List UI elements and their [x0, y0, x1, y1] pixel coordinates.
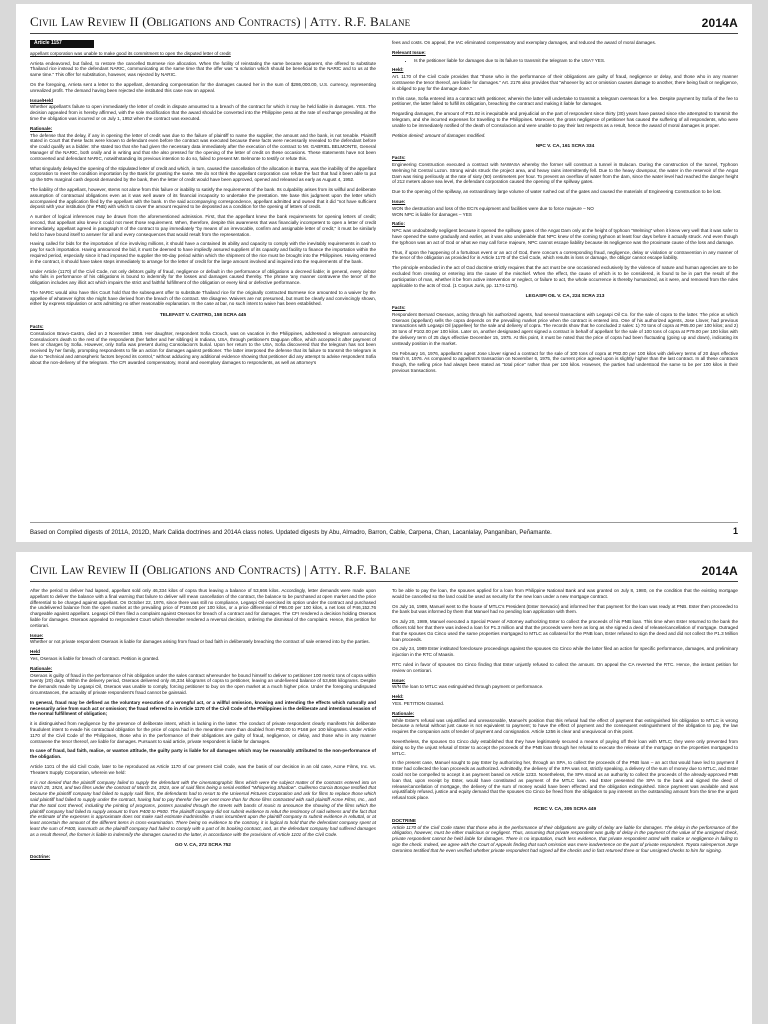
paragraph: The principle embodied in the act of God doctrine strictly requires that the act must be one occasioned exclusively by the violence of nature and human agencies are to be excluded from creating or entering into the cause of the mischief. When the effect, the cause of which is to be considered, is found to be in part the result of the participation of man, whether it be from active intervention or neglect, or failure to act, the whole occurrence is thereby humanized, as it were, and removed from the rules applicable to the acts of God. (1 Corpus Juris, pp. 1174-1175). [392, 265, 738, 288]
section-heading: Rationale: [392, 710, 415, 716]
section-heading: Rationale: [30, 665, 53, 671]
page-2 [16, 552, 752, 1024]
section-heading: Relevant Issue: [392, 49, 426, 55]
header-year: 2014A [701, 564, 738, 578]
issue-item: • Is the petitioner liable for damages due to its failure to transmit the telegram to the USA? YES. [414, 58, 738, 64]
issue-list [414, 58, 738, 64]
paragraph: W/N the loan to MTLC was extinguished through payment or performance. [392, 684, 544, 690]
section-heading: Ratio: [392, 221, 406, 227]
section-heading: Issue: [392, 677, 406, 683]
paragraph: Whether or not private respondent Oseraos is liable for damages arising from fraud or bad faith in deliberately breaching the contract of sale entered into by the parties. [30, 639, 370, 645]
paragraph: NPC was undoubtedly negligent because it opened the spillway gates of the Angat Dam only at the height of typhoon "Welming" when it knew very well that it was safer to have opened the same gradually and earlier, as it was also undeniable that NPC knew of the coming typhoon at least four days before it actually struck. And even though the typhoon was an act of God or what we may call force majeure, NPC cannot escape liability because its negligence was the proximate cause of the loss and damage. [392, 228, 738, 245]
paragraph: Regarding damages, the amount of P31.92 is inequitable and prejudicial on the part of respondent since thirty (30) years have passed since she attempted to transmit the telegram, and she incurred expenses for travelling to the Philippines. Moreover, the gross negligence of petitioner has caused the suffering of all respondents, who were unable to be immediately notified of the death of Consolacion and were unable to pay their last respects as a result, hence the award of moral damages is proper. [392, 111, 738, 128]
paragraph: What singularly delayed the opening of the stipulated letter of credit and which, in turn, caused the cancellation of the allocation in Burma, was the inability of the appellant corporation to meet the condition importation by the Bank for granting the same. We do not think the appellant corporation can refute the fact that had it been able to put up the 50% marginal cash deposit demanded by the bank, then the letter of credit would have been approved, opened and released as early as August 4, 1952. [30, 165, 376, 183]
section-heading: Held [30, 649, 40, 655]
page-header [30, 562, 738, 582]
paragraph: Due to the opening of the spillway, an extraordinary large volume of water rushed out of the gates and caused the materials of Engineering Construction to be lost. [392, 189, 722, 195]
paragraph: it is distinguished from negligence by the presence of deliberate intent, which is lacking in the latter. The conduct of private respondent clearly manifests his deliberate fraudulent intent to evade his contractual obligation for the price of copra had in the meantime more than doubled from P82.00 to P168 per 100 kilograms. Under Article 1170 of the Civil Code of the Philippines, those who in the performance of their obligations are guilty of fraud, negligence, or delay, and those who in any manner contravene the tenor thereof, are liable for damages. Pursuant to said article, private respondent is liable for damages. [30, 721, 376, 744]
paragraph: Arrieta endeavored, but failed, to restore the cancelled Burmese rice allocation. When the futility of reinstating the same became apparent, she offered to substitute Thailand rice instead to the defendant NARIC, communicating at the same time that the offer was "a solution which should be beneficial to the NARIC and to us at the same time." This offer for substitution, however, was rejected by NARIC. [30, 60, 376, 78]
page2-left-column [30, 588, 376, 861]
paragraph: Petition denied; amount of damages modified. [392, 132, 486, 138]
case-title: GO V. CA, 272 SCRA 752 [175, 843, 231, 849]
page1-right-content [392, 40, 738, 374]
page1-left-column [30, 40, 376, 378]
case-title: RCBC V. CA, 305 SCRA 449 [533, 806, 597, 812]
paragraph: A number of logical inferences may be drawn from the aforementioned admission. First, that the appellant knew the bank requirements for opening letters of credit; second, that appellant also knew it could not meet those requirement. When, therefore, despite this awareness that was financially incompetent to open a letter of credit immediately, appellant agreed in paragraph 8 of the contract to pay immediately "by means of an irrevocable, confirm and assignable letter of credit," it must be similarly held to have bound itself to answer for all and every consequences that would result from the representation. [30, 214, 376, 237]
section-heading: Facts: [392, 305, 406, 311]
paragraph: Whether appellant's failure to open immediately the letter of credit in dispute amounted to a breach of the contract for which it may be held liable in damages. YES. The decision appealed from is hereby affirmed, with the sole modification that the award should be converted into the Philippine peso at the rate of exchange prevailing at the time the obligation was incurred or on July 1, 1952 when the contract was executed. [30, 104, 376, 121]
paragraph: appellant corporation was unable to make good its commitment to open the disputed letter of credit [30, 50, 231, 56]
paragraph: RTC ruled in favor of spouses Go Cinco finding that Ester unjustly refused to collect the amount. On appeal the CA reversed the RTC. Hence, the instant petition for review on certiorari. [392, 661, 738, 673]
page1-right-column [392, 40, 738, 378]
paragraph: On February 16, 1976, appellant's agent Jose Llover signed a contract for the sale of 100 tons of copra at P82.00 per 100 kilos with delivery terms of 20 days effective March 8, 1976. As compared to appellant's transaction on November 6, 1975, the current price agreed upon is slightly higher than the last contract. In all these contracts though, the selling price had always been stated as "total price" rather than per 100 kilos. However, the parties had understood the same to be per 100 kilos in their previous transactions. [392, 350, 738, 374]
paragraph: fees and costs. On appeal, the IAC eliminated compensatory and exemplary damages, and reduced the award of moral damages. [392, 40, 657, 45]
paragraph: Thus, if upon the happening of a fortuitous event or an act of God, there concurs a corresponding fraud, negligence, delay or violation or contravention in any manner of the tenor of the obligation as provided for in Article 1170 of the Civil Code, which results in loss or damage, the obligor cannot escape liability. [392, 249, 738, 261]
section-heading: Doctrine: [30, 854, 51, 860]
paragraph: The defense that the delay, if any in opening the letter of credit was due to the failure of plaintiff to name the supplier, the amount and the bank, is not tenable. Plaintiff stated in Court that these facts were known to defendant even before the contract was executed because these facts were necessarily revealed to the defendant before she could qualify as a bidder. She stated too that she had given the necessary data immediately after the execution of the contract to Mr. GABRIEL BELMONTE, General Manager of the NARIC, both orally and in writing and that she also pressed for the opening of the letter of credit on these occasions. These statements have not been controverted and defendant NARIC, notwithstanding its previous intention to do so, failed to present Mr. Belmonte to testify or refute this. [30, 132, 376, 161]
paragraph: YES. PETITION Granted. [392, 700, 445, 706]
paragraph: Article 1101 of the old Civil Code, later to be reproduced as Article 1170 of our present Civil Code, was the basis of our decision in an old case, Acme Films, Inc. vs. Theaters Supply Corporation, wherein we held: [30, 763, 376, 775]
paragraph: On July 16, 1989, Manuel went to the house of MTLC's President (Ester Servacio) and informed her that payment for the loan was ready at PNB. Ester then proceeded to the bank but was informed by them that Manuel had no pending loan application with them. [392, 603, 738, 615]
paragraph: The liability of the appellant, however, stems not alone from this failure or inability to satisfy the requirements of the bank. Its culpability arises from its willful and deliberate assumption of contractual obligations even as it was well aware of its financial incapacity to undertake the prestation. We base this judgment upon the letter which accompanied the application filed by the appellant with the bank. In the said accompanying correspondence, appellant admitted and owned that it did "not have sufficient deposit with your institution (the PNB) with which to cover the amount required to be deposited as a condition for the opening of letters of credit. [30, 186, 376, 210]
page2-left-content [30, 588, 376, 860]
page2-right-content [392, 588, 738, 853]
paragraph: On the foregoing, Arrieta sent a letter to the appellant, demanding compensation for the damages caused her in the sum of $286,000.00, U.S. currency, representing unrealized profit. The demand having been rejected she instituted this case now on appeal. [30, 81, 376, 93]
page-1 [16, 4, 752, 542]
paragraph: To be able to pay the loan, the spouses applied for a loan from Philippine National Bank and was granted on July 8, 1980, on the condition that the existing mortgage would be cancelled so the land could be used as security for the new loan under a new mortgage contract. [392, 588, 738, 599]
paragraph: Consolacion Bravo-Castro, died on 2 November 1956. Her daughter, respondent Sofia Crouch, was on vacation in the Philippines, addressed a telegram announcing Consolacion's death to the rest of the respondents (her father and her siblings) in Indiana, USA, through petitioner's Dagupan office, which accepted it after payment of fees or charges by Sofia. However, only Sofia was present during Consolacion's burial. Upon her return to the USA, Sofia discovered that the telegram has not been received by her family, prompting respondents to file an action for damages against petitioner. The latter interposed the defense that its failure to transmit the telegram is due to "technical and atmospheric factors beyond its control," without adducing any additional evidence showing that petitioner did any attempt to advise respondent Sofia about the non-delivery of the telegram. The CFI awarded compensatory, moral and exemplary damages to respondents, as well as attorney's [30, 330, 376, 365]
section-heading: DOCTRINE [392, 817, 416, 823]
paragraph: Engineering Construction executed a contract with NAWASA whereby the former will construct a tunnel in Bulacan. During the construction of the tunnel, Typhoon Welming hit Central Luzon. Strong winds struck the project area, and heavy rains intermittently fell. Due to the heavy downpour, the water in the reservoir of the Angat Dam was rising perilously at the rate of sixty (60) centimeters per hour. To prevent an overflow of water from the dam, since the water level had reached the danger height of 212 meters above sea level, the defendant corporation caused the opening of the spillway gates. [392, 161, 738, 185]
paragraph: Under Article (1170) of the Civil Code, not only debtors guilty of fraud, negligence or default in the performance of obligations a decreed liable; in general, every debtor who fails in performance of his obligations is bound to indemnify for the losses and damages caused thereby. The phrase 'any manner contravene the tenor' of the obligation includes any illicit act which impairs the strict and faithful fulfillment of the obligation or every kind or defective performance. [30, 268, 376, 286]
section-heading: Rationale: [30, 125, 53, 131]
paragraph: In this case, Sofia entered into a contract with petitioner, wherein the latter will undertake to transmit a telegram overseas for a fee. Despite payment by Sofia of the fee to petitioner, the latter failed to fulfill its obligation, breaching the contract and making it liable for damages. [392, 95, 738, 107]
paragraph: In the present case, Manuel sought to pay Ester by authorizing her, through an SPA, to collect the proceeds of the PNB loan – an act that would have led to payment if Ester had collected the loan proceeds as authorized. Admittedly, the delivery of the SPA was not, strictly speaking, a delivery of the sum of money due to MTLC, and Ester could not be compelled to accept it as payment based on Article 1233. Nonetheless, the SPA stood as an authority to collect the proceeds of the already-approved PNB loan that, upon receipt by Ester, would have constituted as payment of the MTLC loan. Had Ester presented the SPA to the bank and signed the deed of release/cancellation of mortgage, the delivery of the sum of money would have been effected and the obligation extinguished. Since payment was available and was unjustifiably refused, justice and equity demand that the spouses Go Cinco be freed from the obligation to pay interest on the outstanding amount from the time the unjust refusal took place. [392, 760, 738, 801]
paragraph: Art. 1170 of the Civil Code provides that "those who in the performance of their obligations are guilty of fraud, negligence or delay, and those who in any manner contravene the tenor thereof, are liable for damages." Art. 2176 also provides that "whoever by act or omission causes damage to another, there being fault or negligence, is obliged to pay for the damage done." [392, 74, 738, 91]
paragraph: Nevertheless, the spouses Go Cinco duly established that they have legitimately secured a means of paying off their loan with MTLC; they were only prevented from doing so by the unjust refusal of Ester to accept the proceeds of the PNB loan through her refusal to execute the release of the mortgage on the properties mortgaged to MTLC. [392, 738, 738, 756]
article-label: Article 1157 [30, 40, 94, 48]
paragraph: While Ester's refusal was unjustified and unreasonable, Manuel's position that this refusal had the effect of payment that extinguished his obligation to MTLC is wrong because a refusal without just cause is not equivalent to payment; to have the effect of payment and the consequent extinguishment of the obligation to pay, the law requires the companion acts of tender of payment and consignation. Article 1256 is clear and unequivocal on this point. [392, 717, 738, 735]
header-year: 2014A [701, 16, 738, 30]
section-heading: Issue: [392, 198, 406, 204]
paragraph: In case of fraud, bad faith, malice, or wanton attitude, the guilty party is liable for all damages which may be reasonably attributed to the non-performance of the obligation. [30, 748, 376, 760]
paragraph: The NARIC would also have this Court hold that the subsequent offer to substitute Thailand rice for the originally contracted Burmese rice amounted to a waiver by the appellee of whatever rights she might have derived from the breach of the contract. We disagree. Waivers are not presumed, but must be clearly and convincingly shown, either by express stipulation or acts admitting no other reasonable explanation. In the case at bar, no such intent to waive has been established. [30, 289, 376, 307]
paragraph: On July 24, 1989 Ester instituted foreclosure proceedings against the spouses Go Cinco while the latter filed an action for specific performance, damages, and preliminary injuction in the RTC of Maasin. [392, 646, 738, 658]
page-number: 1 [732, 526, 738, 536]
case-title: LEGASPI OIL V. CA, 224 SCRA 213 [525, 294, 605, 300]
footer-text: Based on Compiled digests of 2011A, 2012D, Mark Calida doctrines and 2014A class notes. Updated digests by Abu, Almadro, Barron, Cable, Carpena, Chan, Lacanlalay, Panganiban, Peñamante. [30, 530, 552, 536]
page2-right-column [392, 588, 738, 861]
header-title: Civil Law Review II (Obligations and Contracts) | Atty. R.F. Balane [30, 14, 411, 29]
section-heading: Facts: [30, 324, 44, 330]
section-heading: Issue: [30, 632, 44, 638]
paragraph: WON the destruction and loss of the ECI's equipment and facilities were due to force majeure – NO WON NPC is liable for damages – YES [392, 205, 594, 217]
paragraph: Yes, Oseraos is liable for breach of contract. Petition is granted. [30, 655, 160, 661]
block-quote: It is not denied that the plaintiff company failed to supply the defendant with the cinematographic films which were the subject matter of the contracts entered into on March 20, 1924, and two films under the contract of March 24, 1924, one of said films being a serial entitled "Whispering Shadow". Guillermo Garcia Bosque testified that because the plaintiff company had failed to supply said films, the defendants had to resort to the Universal Pictures Corporation and ask for films to replace those which said plaintiff had failed to supply under the contract, having had to pay therefor five per cent more than for those films contracted with said plaintiff Acme Films, Inc., and that the total cost thereof, including the printing of programs, posters paraded through the streets with bands of music to announce the showing of the films which the plaintiff company had failed to supply amount to from P400 to P500. The plaintiff company did not submit evidence to rebut the testimony of said witness and the fact that the estimate of the expenses is approximate does not make said estimate inadmissible. It was incumbent upon the plaintiff company to submit evidence in rebuttal, or at least ascertain the amount of the different items in cross-examination. There being no evidence to the contrary, it is logical to hold that the defendant company spent at least the sum of P400, inasmuch as the plaintiff company had failed to comply with a part of its booking contract, and, as the defendant company had suffered damages as a result thereof, the former is liable to indemnify the damages caused to the latter, in accordance with the provisions of Article 1101 of the Civil Code. [30, 779, 376, 837]
paragraph: Having called for bids for the importation of rice involving millions, it should have a contained its ability and capacity to comply with the inevitably requirements in cash to pay for such importation. Having announced the bid, it must be deemed to have impliedly assured suppliers of its capacity and facility to finance the importation within the required period, especially since it had imposed the supplier the 90-day period within which the shipment of the rice must be brought into the Philippines. Having entered in the contract, it should have taken steps immediately to arrange for the letter of credit for the large amount involved and inquired into the requirements of the bank. [30, 241, 376, 264]
paragraph: Oseraos is guilty of fraud in the performance of his obligation under the sales contract whereunder he bound himself to deliver to petitioner 100 metric tons of copra within twenty (20) days. Within the delivery period, Oseraos delivered only 46,334 kilograms of copra to petitioner, leaving an undelivered balance of 53,666 kilograms. Despite the demands made by Legaspi Oil, Oseraos was unable to comply, forcing petitioner to buy on the open market at a much higher price. Under the foregoing undisputed circumstances, the actuality of private respondent's fraud cannot be gainsaid. [30, 672, 376, 695]
section-heading: Facts: [392, 155, 406, 161]
page-footer [30, 522, 738, 536]
section-heading: Held: [392, 67, 404, 73]
header-title: Civil Law Review II (Obligations and Contracts) | Atty. R.F. Balane [30, 562, 411, 577]
paragraph: In general, fraud may be defined as the voluntary execution of a wrongful act, or a willful omission, knowing and intending the effects which naturally and necessarily arise from such act or omission; the fraud referred to in Article 1170 of the Civil Code of the Philippines is the deliberate and intentional evasion of the normal fulfillment of obligation; [30, 699, 376, 717]
section-heading: Held: [392, 694, 404, 700]
paragraph: On July 20, 1989, Manuel executed a Special Power of Attorney authorizing Ester to collect the proceeds of his PNB loan. This time when Ester returned to the bank the officers told her that there was indeed a loan for P1.3 million and that the proceeds were here as long as she signed a deed of release/cancellation of mortgage. Outraged that the spouses Go Cinco used the same properties mortgaged to MTLC as collateral for the PNB loan, Ester refused to sign the deed and did not collect the P1.3 Million loan proceeds. [392, 619, 738, 642]
case-title: TELEFAST V. CASTRO, 158 SCRA 445 [159, 313, 247, 319]
page-header [30, 14, 738, 34]
section-heading: Issue/Held [30, 97, 53, 103]
paragraph: After the period to deliver had lapsed, appellant sold only 46,334 kilos of copra thus leaving a balance of 53,666 kilos. Accordingly, letter demands were made upon appellant to deliver the balance with a final warning that failure to deliver will mean cancellation of the contract, the balance to be purchased at open market and the price differential to be charged against appellant. On October 22, 1976, since there was still no compliance, Legaspi Oil exercised its option under the contract and purchased the undelivered balance from the open market at the prevailing price of P168.00 per 100 kilos, or a price differential of P86.00 per 100 kilos, a net loss of P46,152.76 chargeable against appellant. Legaspi Oil then filed a complaint against Oseraos for breach of a contract and for damages. The CFI rendered a decision holding Oseraos liable for damages. Oseraos appealed to respondent Court which thereafter rendered a reversal decision, ordering the dismissal of the complaint. Hence, this petition for certiorari. [30, 588, 376, 628]
paragraph: Article 1170 of the Civil Code states that those who in the performance of their obligations are guilty of delay are liable for damages. The delay in the performance of the obligation, however, must be either malicious or negligent. Thus, assuming that private respondent was guilty of delay in the payment of the value of the unsigned check, private respondent cannot be held liable for damages. There is no imputation, much less evidence, that private respondent acted with malice or negligence in failing to sign the check. Indeed, we agree with the Court of Appeals finding that such omission was mere inadvertence on the part of private respondent. Toyota salesperson Jorge Geronimo testified that he even verified whether private respondent had signed all the checks and in fact returned three or four unsigned checks to him for signing. [392, 824, 738, 853]
page1-left-content [30, 51, 376, 366]
paragraph: Respondent Bernard Oseraos, acting through his authorized agents, had several transactions with Legaspi Oil Co. for the sale of copra to the latter. The price at which Oseraos (appellant) sells the copra depends on the prevailing market price when the contract is entered into. One of his authorized agents, Jose Llover, had previous transactions with Legaspi Oil (appellee) for the sale and delivery of copra. The records show that he concluded 2 sales: 1) 70 tons of copra at P65.00 per 100 kilos; and 2) 30 tons of P102.00 per 100 kilos. Later on, another designated agent signed a contract in behalf of appellant for the sale of 100 tons of copra at P79.00 per 100 kilos with the delivery term of 25 days effective December 15, 1975. At this point, it must be noted that the price of copra had been fluctuating (going up and down), indicating its unsteady position in the market. [392, 311, 738, 346]
case-title: NPC V. CA, 161 SCRA 334 [535, 144, 595, 150]
